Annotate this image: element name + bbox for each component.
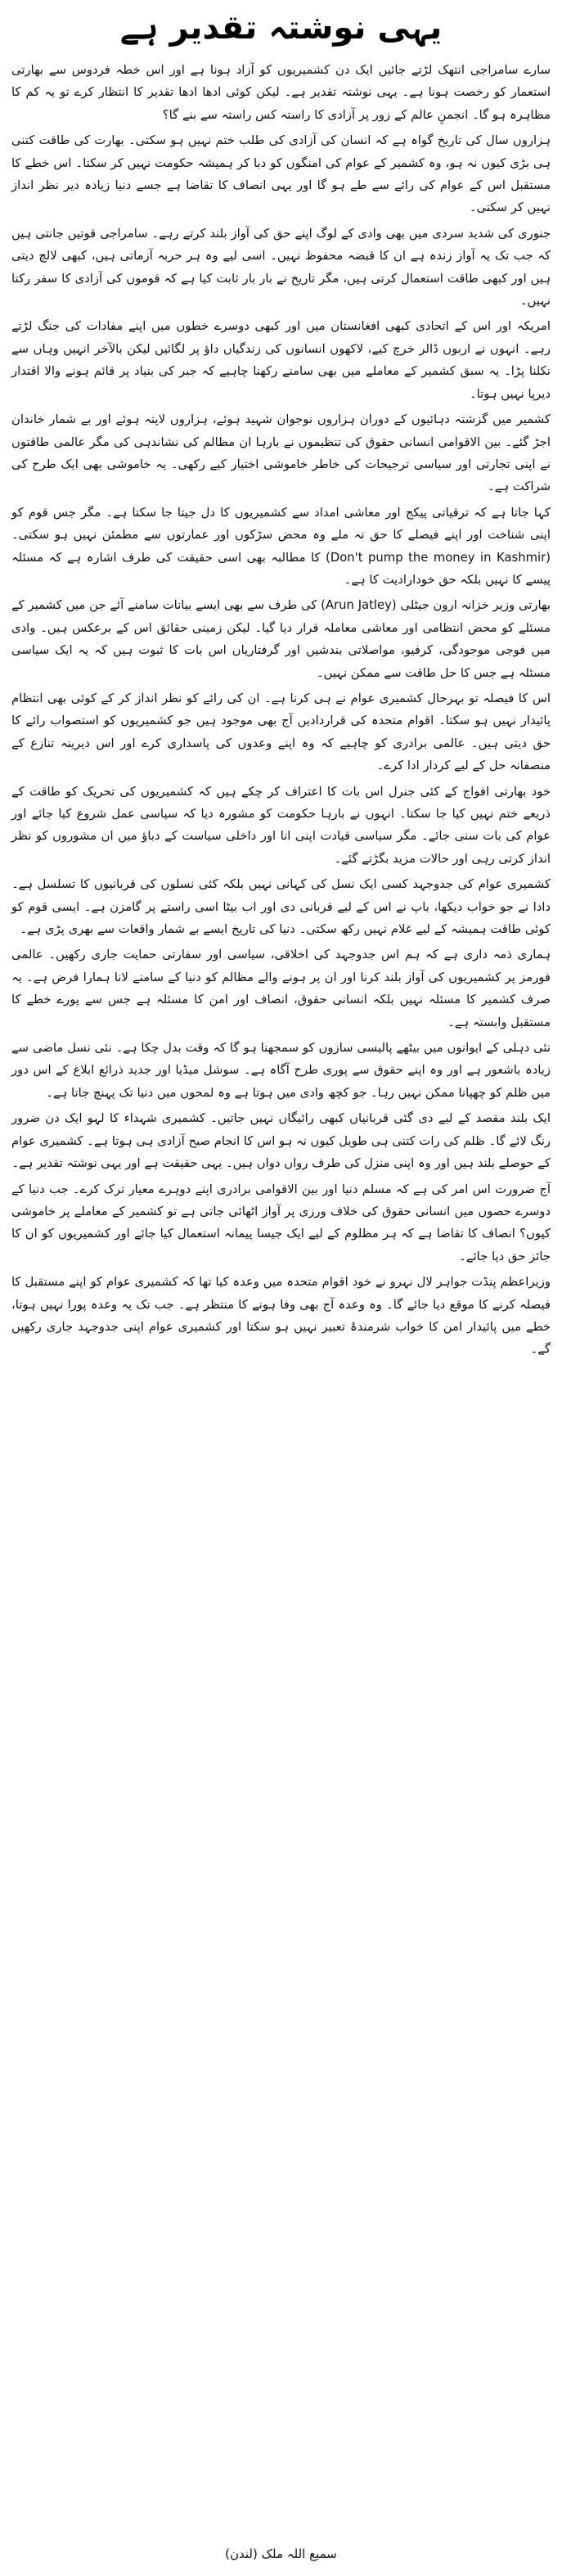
author-byline: سمیع اللہ ملک (لندن) (225, 2547, 337, 2561)
article-paragraph: آج ضرورت اس امر کی ہے کہ مسلم دنیا اور بین الاقوامی برادری اپنے دوہرے معیار ترک کرے۔ جب دنیا کے دوسرے حصوں میں انسانی حقوق کی خلاف ورزی پر آواز اٹھائی جاتی ہے تو کشمیر کے معاملے پر خاموشی کیوں؟ انصاف کا تقاضا ہے کہ ہر مظلوم کے لیے ایک جیسا پیمانہ استعمال کیا جائے اور کشمیریوں کو ان کا جائز حق دیا جائے۔ (11, 1182, 551, 1263)
article-paragraph: کہا جاتا ہے کہ ترقیاتی پیکج اور معاشی امداد سے کشمیریوں کا دل جیتا جا سکتا ہے۔ مگر جس قوم کو اپنی شناخت اور اپنے فیصلے کا حق نہ ملے وہ محض سڑکوں اور عمارتوں سے مطمئن نہیں ہو سکتی۔ (Don't pump the money in Kashmir) کا مطالبہ بھی اسی حقیقت کی طرف اشارہ ہے کہ مسئلہ پیسے کا نہیں بلکہ حق خودارادیت کا ہے۔ (11, 505, 551, 587)
article-paragraph: اس کا فیصلہ تو بہرحال کشمیری عوام نے ہی کرنا ہے۔ ان کی رائے کو نظر انداز کر کے کوئی بھی انتظام پائیدار نہیں ہو سکتا۔ اقوام متحدہ کی قراردادیں آج بھی موجود ہیں جو کشمیریوں کو استصواب رائے کا حق دیتی ہیں۔ عالمی برادری کو چاہیے کہ وہ اپنے وعدوں کی پاسداری کرے اور اس دیرینہ تنازع کے منصفانہ حل کے لیے کردار ادا کرے۔ (11, 691, 551, 773)
article-paragraph: سارے سامراجی انتھک لڑتے جائیں ایک دن کشمیریوں کو آزاد ہونا ہے اور اس خطہ فردوس سے بھارتی استعمار کو رخصت ہونا ہے۔ یہی نوشتہ تقدیر ہے۔ لیکن کوئی ادھا ادھا تقدیر کا انتظار کرے تو یہ کم کا مظاہرہ ہو گا۔ انجمنِ عالم کے زور پر آزادی کا راستہ کس راستہ سے بنے گا؟ (11, 63, 551, 122)
article-paragraph: ایک بلند مقصد کے لیے دی گئی قربانیاں کبھی رائیگاں نہیں جاتیں۔ کشمیری شہداء کا لہو ایک دن ضرور رنگ لائے گا۔ ظلم کی رات کتنی ہی طویل کیوں نہ ہو اس کا انجام صبح آزادی ہی ہوتا ہے۔ کشمیری عوام کے حوصلے بلند ہیں اور وہ اپنی منزل کی طرف رواں دواں ہیں۔ یہی حقیقت ہے اور یہی نوشتہ تقدیر ہے۔ (11, 1111, 551, 1171)
article-paragraph: امریکہ اور اس کے اتحادی کبھی افغانستان میں اور کبھی دوسرے خطوں میں اپنے مفادات کی جنگ لڑتے رہے۔ انہوں نے اربوں ڈالر خرچ کیے، لاکھوں انسانوں کی زندگیاں داؤ پر لگائیں لیکن بالآخر انہیں وہاں سے نکلنا پڑا۔ یہ سبق کشمیر کے معاملے میں بھی سامنے رکھنا چاہیے کہ جبر کی بنیاد پر قائم ہونے والا اقتدار دیرپا نہیں ہوتا۔ (11, 319, 551, 401)
article-paragraph: بھارتی وزیر خزانہ ارون جیٹلی (Arun Jatley) کی طرف سے بھی ایسے بیانات سامنے آئے جن میں کشمیر کے مسئلے کو محض انتظامی اور معاشی معاملہ قرار دیا گیا۔ لیکن زمینی حقائق اس کے برعکس ہیں۔ وادی میں فوجی موجودگی، کرفیو، مواصلاتی بندشیں اور گرفتاریاں اس بات کا ثبوت ہیں کہ یہ ایک سیاسی مسئلہ ہے جس کا حل طاقت سے ممکن نہیں۔ (11, 598, 551, 680)
article-paragraph: ہماری ذمہ داری ہے کہ ہم اس جدوجہد کی اخلاقی، سیاسی اور سفارتی حمایت جاری رکھیں۔ عالمی فورمز پر کشمیریوں کی آواز بلند کرنا اور ان پر ہونے والے مظالم کو دنیا کے سامنے لانا ہمارا فرض ہے۔ یہ صرف کشمیر کا مسئلہ نہیں بلکہ انسانی حقوق، انصاف اور امن کا مسئلہ ہے جس سے پورے خطے کا مستقبل وابستہ ہے۔ (11, 948, 551, 1029)
article-paragraph: وزیراعظم پنڈت جواہر لال نہرو نے خود اقوام متحدہ میں وعدہ کیا تھا کہ کشمیری عوام کو اپنے مستقبل کا فیصلہ کرنے کا موقع دیا جائے گا۔ وہ وعدہ آج بھی وفا ہونے کا منتظر ہے۔ جب تک یہ وعدہ پورا نہیں ہوتا، خطے میں پائیدار امن کا خواب شرمندۂ تعبیر نہیں ہو سکتا اور کشمیری عوام اپنی جدوجہد جاری رکھیں گے۔ (11, 1275, 551, 1357)
article-paragraph: ہزاروں سال کی تاریخ گواہ ہے کہ انسان کی آزادی کی طلب ختم نہیں ہو سکتی۔ بھارت کی طاقت کتنی ہی بڑی کیوں نہ ہو، وہ کشمیر کے عوام کی امنگوں کو دبا کر ہمیشہ حکومت نہیں کر سکتا۔ اس خطے کا مستقبل اس کے عوام کی رائے سے طے ہو گا اور یہی انصاف کا تقاضا ہے جسے دنیا زیادہ دیر نظر انداز نہیں کر سکتی۔ (11, 133, 551, 215)
article-paragraph: نئی دہلی کے ایوانوں میں بیٹھے پالیسی سازوں کو سمجھنا ہو گا کہ وقت بدل چکا ہے۔ نئی نسل ماضی سے زیادہ باشعور ہے اور وہ اپنے حقوق سے پوری طرح آگاہ ہے۔ سوشل میڈیا اور جدید ذرائع ابلاغ کے اس دور میں ظلم کو چھپانا ممکن نہیں رہا۔ جو کچھ وادی میں ہوتا ہے وہ لمحوں میں دنیا تک پہنچ جاتا ہے۔ (11, 1041, 551, 1100)
article-paragraph: کشمیری عوام کی جدوجہد کسی ایک نسل کی کہانی نہیں بلکہ کئی نسلوں کی قربانیوں کا تسلسل ہے۔ دادا نے جو خواب دیکھا، باپ نے اس کے لیے قربانی دی اور اب بیٹا اسی راستے پر گامزن ہے۔ ایسی قوم کو کوئی طاقت ہمیشہ کے لیے غلام نہیں رکھ سکتی۔ دنیا کی تاریخ ایسے بے شمار واقعات سے بھری پڑی ہے۔ (11, 877, 551, 937)
article-paragraph: خود بھارتی افواج کے کئی جنرل اس بات کا اعتراف کر چکے ہیں کہ کشمیریوں کی تحریک کو طاقت کے ذریعے ختم نہیں کیا جا سکتا۔ انہوں نے بارہا حکومت کو مشورہ دیا کہ سیاسی عمل شروع کیا جائے اور عوام کی بات سنی جائے۔ مگر سیاسی قیادت اپنی انا اور داخلی سیاست کے دباؤ میں ان مشوروں کو نظر انداز کرتی رہی اور حالات مزید بگڑتے گئے۔ (11, 784, 551, 866)
article-paragraph: جنوری کی شدید سردی میں بھی وادی کے لوگ اپنے حق کی آواز بلند کرتے رہے۔ سامراجی قوتیں جانتی ہیں کہ جب تک یہ آواز زندہ ہے ان کا قبضہ محفوظ نہیں۔ اسی لیے وہ ہر حربہ آزماتی ہیں، کبھی لالچ دیتی ہیں اور کبھی طاقت استعمال کرتی ہیں، مگر تاریخ نے بار بار ثابت کیا ہے کہ قوموں کی آزادی کا سفر رکتا نہیں۔ (11, 226, 551, 308)
article-paragraph: کشمیر میں گزشتہ دہائیوں کے دوران ہزاروں نوجوان شہید ہوئے، ہزاروں لاپتہ ہوئے اور بے شمار خاندان اجڑ گئے۔ بین الاقوامی انسانی حقوق کی تنظیموں نے بارہا ان مظالم کی نشاندہی کی مگر عالمی طاقتوں نے اپنی تجارتی اور سیاسی ترجیحات کی خاطر خاموشی اختیار کیے رکھی۔ یہ خاموشی بھی ایک طرح کی شراکت ہے۔ (11, 412, 551, 494)
article-body (11, 59, 551, 1361)
article-headline: یہی نوشتہ تقدیر ہے (119, 9, 443, 47)
